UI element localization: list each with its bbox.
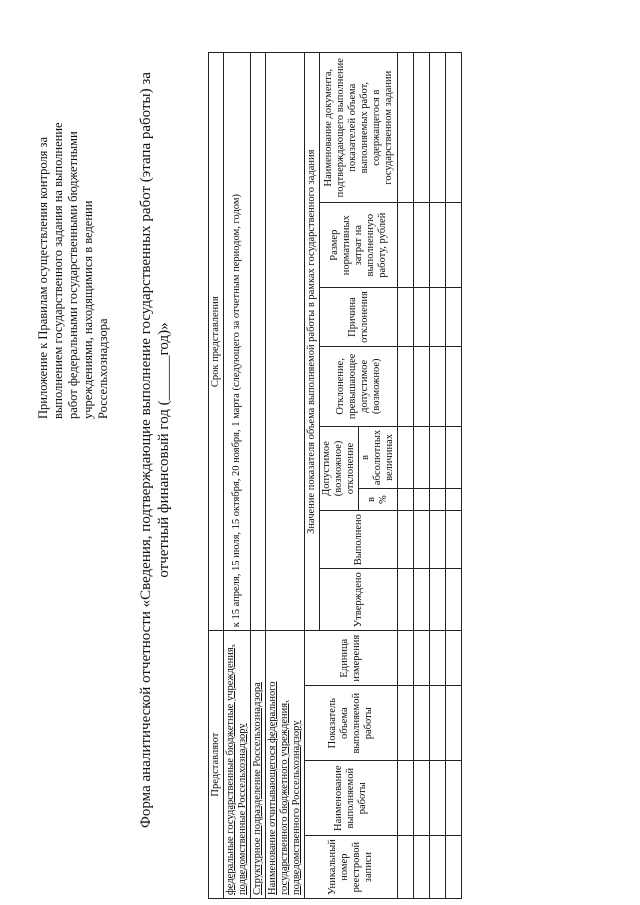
empty-cell xyxy=(446,203,462,288)
report-table xyxy=(208,52,462,899)
executed-header: Выполнено xyxy=(320,511,398,569)
empty-cell xyxy=(446,346,462,426)
table-row xyxy=(430,53,446,899)
cost-norm-header: Размер нормативных затрат на выполненную работу, рублей xyxy=(320,203,398,288)
empty-cell xyxy=(398,203,414,288)
empty-cell xyxy=(430,426,446,488)
empty-cell xyxy=(414,686,430,761)
empty-cell xyxy=(414,288,430,347)
columns-header-row-1 xyxy=(305,53,320,899)
appendix-line: Приложение к Правилам осуществления контроля за xyxy=(36,136,50,419)
empty-cell xyxy=(414,631,430,686)
empty-cell xyxy=(398,836,414,899)
empty-cell xyxy=(446,686,462,761)
form-title-line2: отчетный финансовый год (______год)» xyxy=(156,322,172,578)
appendix-note xyxy=(36,39,111,419)
volume-value-group-header: Значение показателя объема выполняемой работы в рамках государственного задания xyxy=(305,53,320,631)
empty-cell xyxy=(430,569,446,631)
appendix-line: работ федеральными государственными бюджетными xyxy=(66,131,80,419)
empty-cell xyxy=(398,631,414,686)
empty-cell xyxy=(430,288,446,347)
empty-cell xyxy=(446,53,462,203)
empty-cell xyxy=(414,511,430,569)
empty-cell xyxy=(446,631,462,686)
appendix-line: учреждениями, находящимися в ведении xyxy=(81,200,95,419)
empty-cell xyxy=(430,53,446,203)
empty-cell xyxy=(398,511,414,569)
volume-indicator-header: Показатель объема выполняемой работы xyxy=(305,686,398,761)
col-presenters-header: Представляют xyxy=(209,631,224,899)
empty-cell xyxy=(414,761,430,836)
allowed-deviation-header: Допустимое (возможное) отклонение xyxy=(320,426,359,510)
work-name-header: Наименование выполняемой работы xyxy=(305,761,398,836)
empty-cell xyxy=(446,489,462,511)
unique-number-header: Уникальный номер реестровой записи xyxy=(305,836,398,899)
percent-header: в % xyxy=(359,489,398,511)
table-row xyxy=(446,53,462,899)
approved-header: Утверждено xyxy=(320,569,398,631)
institution-name-label: Наименование отчитывающегося федерального государственного бюджетного учреждения, подведомственного Россельхознадзору xyxy=(266,631,305,899)
empty-cell xyxy=(446,836,462,899)
header-row xyxy=(209,53,224,899)
empty-cell xyxy=(414,569,430,631)
reason-header: Причина отклонения xyxy=(320,288,398,347)
empty-cell xyxy=(414,346,430,426)
empty-cell xyxy=(430,203,446,288)
empty-cell xyxy=(446,569,462,631)
col-deadline-header: Срок представления xyxy=(209,53,224,631)
empty-cell xyxy=(414,426,430,488)
presenters-cell: федеральные государственные бюджетные учреждения, подведомственные Россельхознадзору xyxy=(224,631,251,899)
empty-cell xyxy=(430,686,446,761)
empty-cell xyxy=(430,489,446,511)
empty-cell xyxy=(414,489,430,511)
table-row xyxy=(398,53,414,899)
form-title xyxy=(137,35,173,865)
appendix-line: Россельхознадзора xyxy=(96,318,110,419)
structural-unit-label: Структурное подразделение Россельхознадзора xyxy=(251,631,266,899)
appendix-line: выполнением государственного задания на выполнение xyxy=(51,122,65,419)
empty-cell xyxy=(398,426,414,488)
empty-cell xyxy=(430,631,446,686)
empty-cell xyxy=(398,489,414,511)
unit-header: Единица измерения xyxy=(305,631,398,686)
empty-cell xyxy=(430,346,446,426)
institution-name-row xyxy=(266,53,305,899)
exceeding-deviation-header: Отклонение, превышающее допустимое (возможное) xyxy=(320,346,398,426)
empty-cell xyxy=(414,53,430,203)
empty-cell xyxy=(446,761,462,836)
empty-cell xyxy=(430,836,446,899)
presenters-row xyxy=(224,53,251,899)
empty-cell xyxy=(414,203,430,288)
structural-unit-row xyxy=(251,53,266,899)
empty-cell xyxy=(398,761,414,836)
document-header: Наименование документа, подтверждающего выполнение показателей объема выполняемых работ, содержащегося в государственном задании xyxy=(320,53,398,203)
empty-cell xyxy=(430,511,446,569)
empty-cell xyxy=(430,761,446,836)
empty-cell xyxy=(446,288,462,347)
empty-cell xyxy=(398,53,414,203)
absolute-header: в абсолютных величинах xyxy=(359,426,398,488)
empty-cell xyxy=(398,346,414,426)
deadline-cell: к 15 апреля, 15 июля, 15 октября, 20 ноября, 1 марта (следующего за отчетным периодом, годом) xyxy=(224,53,251,631)
structural-unit-value xyxy=(251,53,266,631)
form-title-line1: Форма аналитической отчетности «Сведения, подтверждающие выполнение государственных работ (этапа работы) за xyxy=(138,72,154,828)
institution-name-value xyxy=(266,53,305,631)
empty-cell xyxy=(398,569,414,631)
empty-cell xyxy=(446,511,462,569)
empty-cell xyxy=(414,836,430,899)
empty-cell xyxy=(446,426,462,488)
empty-cell xyxy=(398,288,414,347)
empty-cell xyxy=(398,686,414,761)
table-row xyxy=(414,53,430,899)
